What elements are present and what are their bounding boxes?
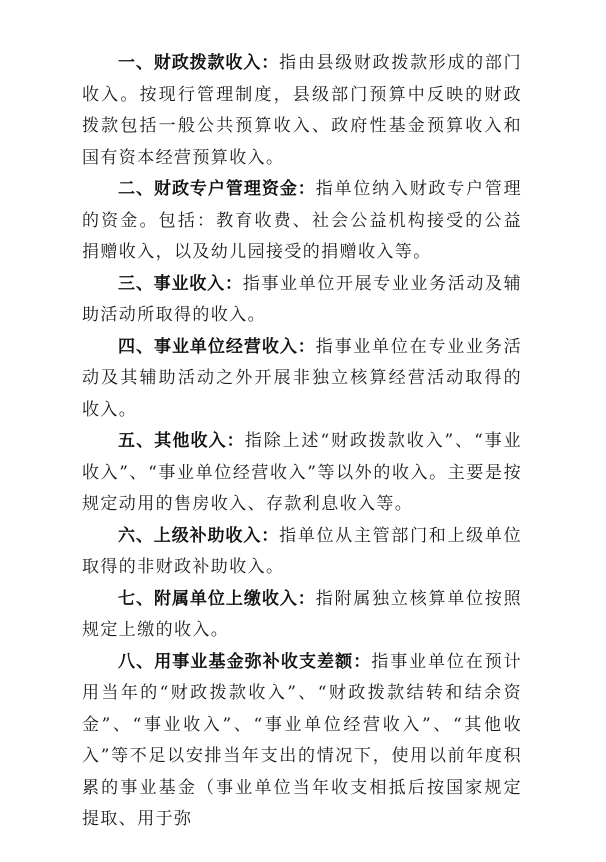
term-definition: 指事业单位在专业业务活动及其辅助活动之外开展非独立核算经营活动取得的收入。	[82, 336, 522, 420]
term-heading: 三、事业收入：	[118, 273, 243, 294]
term-heading: 六、上级补助收入：	[118, 525, 280, 546]
term-heading: 五、其他收入：	[118, 431, 245, 451]
term-heading: 八、用事业基金弥补收支差额：	[118, 651, 372, 672]
term-definition: 指事业单位开展专业业务活动及辅助活动所取得的收入。	[82, 273, 523, 325]
term-definition: 指单位纳入财政专户管理的资金。包括：教育收费、社会公益机构接受的公益捐赠收入，以及幼儿园接受的捐赠收入等。	[82, 179, 522, 262]
term-heading: 二、财政专户管理资金：	[118, 179, 316, 199]
term-definition: 指除上述“财政拨款收入”、“事业收入”、“事业单位经营收入”等以外的收入。主要是按规定动用的售房收入、存款利息收入等。	[82, 431, 522, 514]
term-heading: 一、财政拨款收入：	[118, 53, 280, 73]
paragraph-business-fund-offset	[82, 647, 522, 836]
paragraph-business-income	[82, 269, 522, 332]
term-definition: 指由县级财政拨款形成的部门收入。按现行管理制度，县级部门预算中反映的财政拨款包括一般公共预算收入、政府性基金预算收入和国有资本经营预算收入。	[82, 53, 522, 168]
paragraph-subsidiary-remittance-income	[82, 584, 522, 647]
paragraph-fiscal-appropriation-income	[82, 48, 522, 174]
term-heading: 七、附属单位上缴收入：	[118, 588, 316, 609]
term-heading: 四、事业单位经营收入：	[118, 336, 316, 357]
document-body	[82, 48, 522, 836]
paragraph-operating-income	[82, 332, 522, 427]
term-definition: 指单位从主管部门和上级单位取得的非财政补助收入。	[82, 525, 522, 577]
paragraph-other-income	[82, 426, 522, 521]
paragraph-superior-subsidy-income	[82, 521, 522, 584]
term-definition: 指事业单位在预计用当年的“财政拨款收入”、“财政拨款结转和结余资金”、“事业收入”、“事业单位经营收入”、“其他收入”等不足以安排当年支出的情况下，使用以前年度积累的事业基金（事业单位当年收支相抵后按国家规定提取、用于弥	[82, 651, 522, 829]
term-definition: 指附属独立核算单位按照规定上缴的收入。	[82, 588, 522, 640]
paragraph-fiscal-special-account-funds	[82, 174, 522, 269]
